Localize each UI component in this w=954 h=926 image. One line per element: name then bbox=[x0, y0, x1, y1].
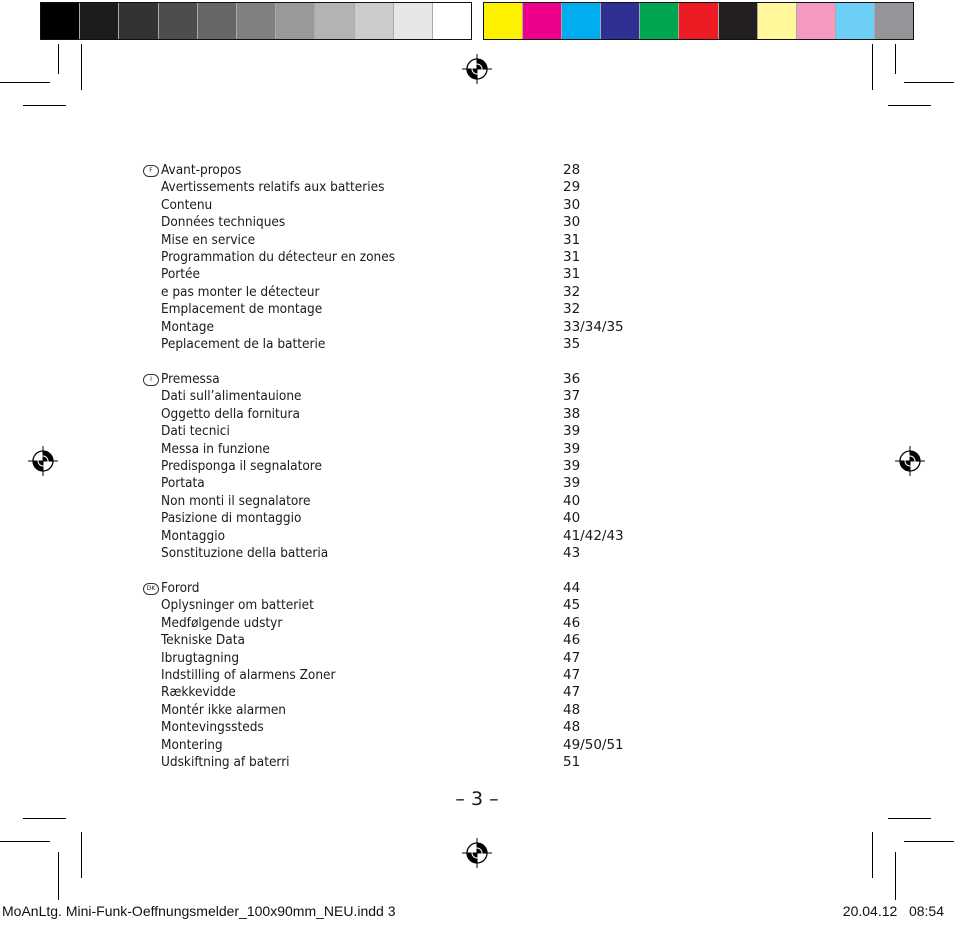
footer-filename: MoAnLtg. Mini-Funk-Oeffnungsmelder_100x90mm_NEU.indd 3 bbox=[2, 903, 396, 919]
toc-entry-page: 38 bbox=[563, 405, 581, 422]
section-language-marker: DK bbox=[143, 583, 159, 595]
toc-entry-page: 46 bbox=[563, 632, 581, 649]
toc-entry-title: Predisponga il segnalatore bbox=[161, 458, 322, 474]
toc-entry-title: Montage bbox=[161, 318, 214, 335]
toc-entry-page: 51 bbox=[563, 754, 581, 770]
color-swatch bbox=[433, 3, 471, 39]
toc-entry-page: 39 bbox=[563, 475, 581, 492]
toc-entry-page: 41/42/43 bbox=[563, 527, 624, 544]
color-swatch bbox=[394, 3, 433, 39]
color-swatch bbox=[797, 3, 836, 39]
toc-entry-page: 47 bbox=[563, 684, 581, 701]
toc-entry-title: Montering bbox=[161, 736, 223, 753]
toc-entry-title: Avant-propos bbox=[161, 162, 242, 178]
toc-entry-title: Portata bbox=[161, 475, 205, 492]
toc-entry-page: 48 bbox=[563, 719, 581, 736]
footer-timestamp bbox=[843, 903, 944, 919]
toc-entry-title: Peplacement de la batterie bbox=[161, 336, 326, 352]
toc-entry-title: Données techniques bbox=[161, 214, 286, 231]
toc-entry-page: 39 bbox=[563, 423, 581, 440]
toc-entry-title: Non monti il segnalatore bbox=[161, 492, 311, 509]
color-swatch bbox=[355, 3, 394, 39]
toc-entry-title: Avertissements relatifs aux batteries bbox=[161, 179, 385, 196]
color-swatch bbox=[198, 3, 237, 39]
toc-entry-page: 33/34/35 bbox=[563, 318, 624, 335]
registration-mark-icon bbox=[895, 446, 925, 476]
toc-entry-title: e pas monter le détecteur bbox=[161, 283, 320, 300]
toc-entry-title: Mise en service bbox=[161, 231, 256, 248]
process-color-bar bbox=[483, 2, 914, 40]
toc-entry-page: 49/50/51 bbox=[563, 736, 624, 753]
color-swatch bbox=[276, 3, 315, 39]
color-swatch bbox=[159, 3, 198, 39]
toc-entry-title: Tekniske Data bbox=[161, 632, 245, 649]
toc-entry-page: 40 bbox=[563, 510, 581, 527]
color-swatch bbox=[41, 3, 80, 39]
color-swatch bbox=[601, 3, 640, 39]
toc-entry-title: Dati sull’alimentauione bbox=[161, 388, 302, 405]
toc-entry-title: Dati tecnici bbox=[161, 423, 230, 440]
toc-entry-page: 31 bbox=[563, 231, 581, 248]
toc-entry-page: 40 bbox=[563, 492, 581, 509]
toc-entry-title: Montevingssteds bbox=[161, 719, 264, 736]
registration-mark-icon bbox=[462, 838, 492, 868]
toc-entry-title: Forord bbox=[161, 580, 200, 596]
toc-entry-page: 46 bbox=[563, 614, 581, 631]
color-swatch bbox=[719, 3, 758, 39]
color-swatch bbox=[875, 3, 913, 39]
toc-entry-page: 45 bbox=[563, 597, 581, 614]
page-number: – 3 – bbox=[455, 788, 499, 810]
color-swatch bbox=[484, 3, 523, 39]
toc-entry-title: Contenu bbox=[161, 196, 213, 213]
color-swatch bbox=[836, 3, 875, 39]
toc-entry-page: 30 bbox=[563, 196, 581, 213]
toc-entry-page: 36 bbox=[563, 371, 581, 387]
footer-date: 20.04.12 bbox=[842, 903, 898, 919]
toc-entry-title: Portée bbox=[161, 266, 200, 283]
toc-entry-title: Programmation du détecteur en zones bbox=[161, 249, 396, 265]
toc-entry-title: Sonstituzione della batteria bbox=[161, 545, 329, 561]
registration-mark-icon bbox=[462, 54, 492, 84]
toc-entry-title: Montér ikke alarmen bbox=[161, 701, 287, 718]
grayscale-color-bar bbox=[40, 2, 472, 40]
toc-entry-page: 47 bbox=[563, 649, 581, 666]
toc-entry-title: Oplysninger om batteriet bbox=[161, 597, 314, 614]
toc-entry-page: 29 bbox=[563, 179, 581, 196]
color-swatch bbox=[80, 3, 119, 39]
toc-entry-title: Messa in funzione bbox=[161, 440, 270, 457]
registration-mark-icon bbox=[28, 446, 58, 476]
section-language-marker: F bbox=[143, 165, 159, 177]
color-swatch bbox=[679, 3, 718, 39]
toc-entry-page: 39 bbox=[563, 458, 581, 474]
toc-entry-page: 28 bbox=[563, 162, 581, 178]
toc-entry-title: Medfølgende udstyr bbox=[161, 614, 283, 631]
color-swatch bbox=[758, 3, 797, 39]
toc-entry-title: Emplacement de montage bbox=[161, 301, 323, 318]
toc-entry-title: Pasizione di montaggio bbox=[161, 510, 302, 527]
toc-entry-page: 48 bbox=[563, 701, 581, 718]
toc-entry-page: 32 bbox=[563, 283, 581, 300]
color-swatch bbox=[119, 3, 158, 39]
toc-entry-page: 31 bbox=[563, 249, 581, 265]
toc-entry-title: Indstilling of alarmens Zoner bbox=[161, 667, 336, 683]
toc-entry-page: 43 bbox=[563, 545, 581, 561]
section-language-marker: I bbox=[143, 374, 159, 386]
toc-entry-title: Udskiftning af baterri bbox=[161, 754, 290, 770]
toc-entry-title: Oggetto della fornitura bbox=[161, 405, 300, 422]
color-swatch bbox=[640, 3, 679, 39]
toc-entry-page: 47 bbox=[563, 667, 581, 683]
toc-entry-page: 37 bbox=[563, 388, 581, 405]
color-swatch bbox=[562, 3, 601, 39]
color-swatch bbox=[523, 3, 562, 39]
toc-entry-page: 32 bbox=[563, 301, 581, 318]
toc-entry-title: Ibrugtagning bbox=[161, 649, 240, 666]
toc-entry-page: 39 bbox=[563, 440, 581, 457]
toc-entry-title: Rækkevidde bbox=[161, 684, 236, 701]
color-swatch bbox=[315, 3, 354, 39]
toc-entry-title: Premessa bbox=[161, 371, 220, 387]
toc-entry-title: Montaggio bbox=[161, 527, 226, 544]
footer-time: 08:54 bbox=[908, 903, 944, 919]
toc-entry-page: 31 bbox=[563, 266, 581, 283]
color-swatch bbox=[237, 3, 276, 39]
toc-entry-page: 30 bbox=[563, 214, 581, 231]
toc-entry-page: 35 bbox=[563, 336, 581, 352]
toc-entry-page: 44 bbox=[563, 580, 581, 596]
